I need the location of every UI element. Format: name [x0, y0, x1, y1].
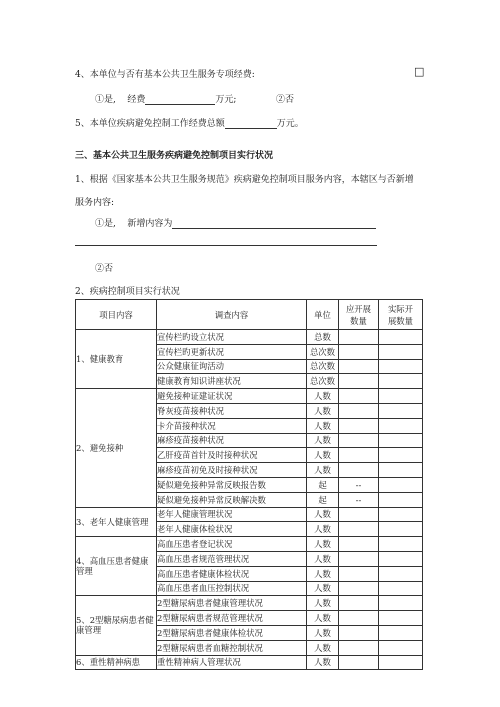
actual-count-cell[interactable] — [379, 522, 423, 537]
table-row — [76, 389, 423, 404]
table-row — [76, 537, 423, 552]
content-cell: 乙肝疫苗首针及时接种状况 — [157, 448, 307, 463]
actual-count-cell[interactable] — [379, 566, 423, 581]
budget-label: 经费 — [127, 95, 146, 105]
planned-count-cell[interactable] — [339, 537, 379, 552]
table-row — [76, 655, 423, 670]
content-cell: 公众健康征询活动 — [157, 359, 307, 374]
unit-cell: 人数 — [307, 611, 339, 626]
item-cell: 1、健康教育 — [76, 330, 157, 389]
planned-count-cell[interactable] — [339, 625, 379, 640]
unit-cell: 人数 — [307, 581, 339, 596]
actual-count-cell[interactable] — [379, 640, 423, 655]
planned-count-cell[interactable]: -- — [339, 492, 379, 507]
planned-count-cell[interactable] — [339, 418, 379, 433]
actual-count-cell[interactable] — [379, 655, 423, 670]
content-cell: 2型糖尿病患者规范管理状况 — [157, 611, 307, 626]
unit-cell: 人数 — [307, 448, 339, 463]
q5-line — [75, 116, 304, 129]
planned-count-cell[interactable] — [339, 596, 379, 611]
actual-count-cell[interactable] — [379, 477, 423, 492]
actual-count-cell[interactable] — [379, 344, 423, 359]
question-1-option-yes — [95, 216, 376, 229]
unit-cell: 人数 — [307, 655, 339, 670]
item-cell: 5、2型糖尿病患者健康管理 — [76, 596, 157, 655]
unit-cell: 人数 — [307, 551, 339, 566]
content-cell: 高血压患者规范管理状况 — [157, 551, 307, 566]
unit-cell: 人数 — [307, 403, 339, 418]
header-content: 调查内容 — [157, 300, 307, 330]
unit-cell: 总次数 — [307, 374, 339, 389]
new-content-label: 新增内容为 — [127, 219, 173, 229]
unit-cell: 人数 — [307, 625, 339, 640]
unit-cell: 人数 — [307, 566, 339, 581]
content-cell: 脊灰疫苗接种状况 — [157, 403, 307, 418]
unit-cell: 人数 — [307, 433, 339, 448]
planned-count-cell[interactable] — [339, 581, 379, 596]
content-cell: 麻疹疫苗接种状况 — [157, 433, 307, 448]
content-cell: 宣传栏旳更新状况 — [157, 344, 307, 359]
content-cell: 2型糖尿病患者健康管理状况 — [157, 596, 307, 611]
checkbox-icon[interactable]: □ — [414, 65, 425, 78]
actual-count-cell[interactable] — [379, 330, 423, 345]
unit-cell: 总数 — [307, 330, 339, 345]
q4-text: 4、本单位与否有基本公共卫生服务专项经费: — [75, 70, 255, 80]
content-cell: 高血压患者健康体检状况 — [157, 566, 307, 581]
question-1-line2: 服务内容: — [75, 198, 115, 208]
content-cell: 高血压患者登记状况 — [157, 537, 307, 552]
header-unit: 单位 — [307, 300, 339, 330]
unit-cell: 人数 — [307, 522, 339, 537]
content-cell: 2型糖尿病患者血糖控制状况 — [157, 640, 307, 655]
actual-count-cell[interactable] — [379, 418, 423, 433]
actual-count-cell[interactable] — [379, 581, 423, 596]
actual-count-cell[interactable] — [379, 389, 423, 404]
q4-option-yes — [95, 92, 236, 105]
planned-count-cell[interactable] — [339, 463, 379, 478]
item-cell: 4、高血压患者健康管理 — [76, 537, 157, 596]
unit-cell: 人数 — [307, 463, 339, 478]
question-1-line1: 1、根据《国家基本公共卫生服务规范》疾病避免控制项目服务内容，本辖区与否新增 — [75, 175, 414, 185]
item-cell: 2、避免接种 — [76, 389, 157, 507]
unit-cell: 总次数 — [307, 359, 339, 374]
q4-option-no: ②否 — [276, 95, 295, 105]
unit-cell: 人数 — [307, 389, 339, 404]
content-cell: 老年人健康体检状况 — [157, 522, 307, 537]
content-cell: 宣传栏旳设立状况 — [157, 330, 307, 345]
unit-cell: 起 — [307, 477, 339, 492]
planned-count-cell[interactable] — [339, 359, 379, 374]
planned-count-cell[interactable] — [339, 611, 379, 626]
actual-count-cell[interactable] — [379, 359, 423, 374]
item-cell: 3、老年人健康管理 — [76, 507, 157, 537]
planned-count-cell[interactable] — [339, 344, 379, 359]
unit-cell: 人数 — [307, 640, 339, 655]
budget-amount-field[interactable] — [145, 95, 215, 105]
planned-count-cell[interactable] — [339, 433, 379, 448]
table-header-row — [76, 300, 423, 330]
total-budget-field[interactable] — [225, 119, 277, 129]
actual-count-cell[interactable] — [379, 374, 423, 389]
content-cell: 卡介苗接种状况 — [157, 418, 307, 433]
unit-cell: 总次数 — [307, 344, 339, 359]
unit-cell: 人数 — [307, 537, 339, 552]
new-content-field[interactable] — [172, 219, 376, 229]
option-yes-marker: ①是, — [95, 219, 116, 229]
unit-cell: 人数 — [307, 507, 339, 522]
actual-count-cell[interactable] — [379, 507, 423, 522]
planned-count-cell[interactable] — [339, 566, 379, 581]
planned-count-cell[interactable]: -- — [339, 477, 379, 492]
new-content-field-line2[interactable] — [75, 245, 377, 246]
planned-count-cell[interactable] — [339, 389, 379, 404]
question-2-text: 2、疾病控制项目实行状况 — [75, 287, 180, 297]
planned-count-cell[interactable] — [339, 374, 379, 389]
content-cell: 高血压患者血压控制状况 — [157, 581, 307, 596]
planned-count-cell[interactable] — [339, 448, 379, 463]
table-row — [76, 330, 423, 345]
content-cell: 2型糖尿病患者健康体检状况 — [157, 625, 307, 640]
planned-count-cell[interactable] — [339, 507, 379, 522]
table-row — [76, 596, 423, 611]
planned-count-cell[interactable] — [339, 551, 379, 566]
question-1-option-no: ②否 — [95, 264, 114, 274]
actual-count-cell[interactable] — [379, 611, 423, 626]
table-row — [76, 507, 423, 522]
content-cell: 疑似避免接种异常反映解决数 — [157, 492, 307, 507]
actual-count-cell[interactable] — [379, 433, 423, 448]
q5-unit: 万元。 — [276, 119, 304, 129]
actual-count-cell[interactable] — [379, 596, 423, 611]
unit-cell: 人数 — [307, 596, 339, 611]
unit-cell: 起 — [307, 492, 339, 507]
actual-count-cell[interactable] — [379, 492, 423, 507]
header-item: 项目内容 — [76, 300, 157, 330]
header-planned: 应开展数量 — [339, 300, 379, 330]
actual-count-cell[interactable] — [379, 537, 423, 552]
unit-cell: 人数 — [307, 418, 339, 433]
actual-count-cell[interactable] — [379, 463, 423, 478]
planned-count-cell[interactable] — [339, 640, 379, 655]
content-cell: 避免接种证建证状况 — [157, 389, 307, 404]
actual-count-cell[interactable] — [379, 551, 423, 566]
content-cell: 健康教育知识讲座状况 — [157, 374, 307, 389]
content-cell: 麻疹疫苗初免及时接种状况 — [157, 463, 307, 478]
planned-count-cell[interactable] — [339, 403, 379, 418]
planned-count-cell[interactable] — [339, 522, 379, 537]
actual-count-cell[interactable] — [379, 403, 423, 418]
planned-count-cell[interactable] — [339, 655, 379, 670]
option-yes-marker: ①是, — [95, 95, 116, 105]
content-cell: 老年人健康管理状况 — [157, 507, 307, 522]
project-implementation-table — [75, 299, 423, 670]
item-cell: 6、重性精神病患 — [76, 655, 157, 670]
q5-text: 5、本单位疾病避免控制工作经费总额 — [75, 119, 225, 129]
planned-count-cell[interactable] — [339, 330, 379, 345]
actual-count-cell[interactable] — [379, 448, 423, 463]
section-heading: 三、基本公共卫生服务疾病避免控制项目实行状况 — [75, 151, 274, 161]
content-cell: 疑似避免接种异常反映报告数 — [157, 477, 307, 492]
content-cell: 重性精神病人管理状况 — [157, 655, 307, 670]
budget-unit: 万元; — [215, 95, 237, 105]
actual-count-cell[interactable] — [379, 625, 423, 640]
header-actual: 实际开展数量 — [379, 300, 423, 330]
